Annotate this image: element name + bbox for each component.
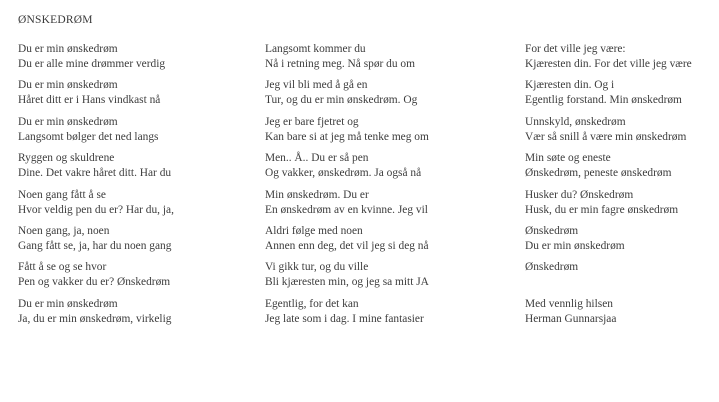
poem-line: Unnskyld, ønskedrøm bbox=[525, 115, 626, 128]
poem-line: Ja, du er min ønskedrøm, virkelig bbox=[18, 312, 172, 325]
poem-stanza bbox=[265, 297, 515, 327]
poem-line: Kjæresten din. For det ville jeg være bbox=[525, 58, 692, 71]
poem-line: Vi gikk tur, og du ville bbox=[265, 261, 369, 274]
poem-line: Men.. Å.. Du er så pen bbox=[265, 152, 369, 165]
poem-line: Annen enn deg, det vil jeg si deg nå bbox=[265, 239, 429, 252]
poem-line: Ønskedrøm, peneste ønskedrøm bbox=[525, 167, 672, 180]
poem-line: Tur, og du er min ønskedrøm. Og bbox=[265, 94, 418, 107]
poem-line: Egentlig forstand. Min ønskedrøm bbox=[525, 94, 682, 107]
poem-line: Nå i retning meg. Nå spør du om bbox=[265, 58, 415, 71]
poem-line: Langsomt kommer du bbox=[265, 43, 366, 55]
poem-line: Dine. Det vakre håret ditt. Har du bbox=[18, 167, 172, 180]
poem-line: Du er min ønskedrøm bbox=[18, 43, 118, 55]
poem-line: Kan bare si at jeg må tenke meg om bbox=[265, 130, 429, 143]
poem-line: Håret ditt er i Hans vindkast nå bbox=[18, 94, 161, 107]
poem-line: Jeg vil bli med å gå en bbox=[265, 79, 368, 92]
poem-line: Med vennlig hilsen bbox=[525, 297, 613, 310]
poem-line: En ønskedrøm av en kvinne. Jeg vil bbox=[265, 203, 428, 216]
poem-line: Husker du? Ønskedrøm bbox=[525, 188, 634, 201]
poem-line: Du er min ønskedrøm bbox=[18, 79, 118, 92]
poem-line: Du er alle mine drømmer verdig bbox=[18, 58, 166, 71]
poem-column-3 bbox=[525, 42, 719, 333]
poem-line: Fått å se og se hvor bbox=[18, 261, 107, 274]
poem-line: Hvor veldig pen du er? Har du, ja, bbox=[18, 203, 174, 216]
poem-line: Jeg er bare fjetret og bbox=[265, 115, 359, 128]
poem-line: Herman Gunnarsjaa bbox=[525, 312, 617, 325]
poem-line: Kjæresten din. Og i bbox=[525, 79, 615, 92]
poem-line: Ønskedrøm bbox=[525, 224, 579, 237]
poem-line: Du er min ønskedrøm bbox=[18, 115, 118, 128]
poem-line: Husk, du er min fagre ønskedrøm bbox=[525, 203, 679, 216]
poem-line: For det ville jeg være: bbox=[525, 43, 626, 55]
poem-stanza bbox=[18, 188, 258, 218]
poem-stanza bbox=[265, 115, 515, 145]
poem-stanza bbox=[265, 151, 515, 181]
poem-stanza bbox=[525, 42, 719, 72]
poem-line: Ryggen og skuldrene bbox=[18, 152, 115, 165]
poem-line: Noen gang fått å se bbox=[18, 188, 106, 201]
poem-stanza bbox=[525, 260, 719, 290]
poem-stanza bbox=[18, 115, 258, 145]
poem-column-1 bbox=[18, 42, 258, 333]
poem-line: Min ønskedrøm. Du er bbox=[265, 188, 369, 201]
poem-stanza bbox=[18, 224, 258, 254]
poem-line: Bli kjæresten min, og jeg sa mitt JA bbox=[265, 276, 429, 289]
poem-line: Aldri følge med noen bbox=[265, 224, 363, 237]
poem-line: Vær så snill å være min ønskedrøm bbox=[525, 130, 687, 143]
poem-stanza bbox=[265, 260, 515, 290]
stanza-spacer bbox=[525, 275, 719, 290]
poem-stanza bbox=[525, 78, 719, 108]
poem-column-2 bbox=[265, 42, 515, 333]
poem-stanza bbox=[18, 297, 258, 327]
poem-line: Du er min ønskedrøm bbox=[18, 297, 118, 310]
poem-stanza bbox=[265, 224, 515, 254]
poem-line: Noen gang, ja, noen bbox=[18, 224, 110, 237]
poem-line: Du er min ønskedrøm bbox=[525, 239, 625, 252]
poem-line: Egentlig, for det kan bbox=[265, 297, 359, 310]
poem-stanza bbox=[265, 78, 515, 108]
poem-stanza bbox=[18, 78, 258, 108]
poem-stanza bbox=[265, 188, 515, 218]
poem-stanza bbox=[525, 297, 719, 327]
poem-stanza bbox=[18, 260, 258, 290]
poem-line: Gang fått se, ja, har du noen gang bbox=[18, 239, 172, 252]
page-title: ØNSKEDRØM bbox=[18, 14, 93, 26]
poem-line: Pen og vakker du er? Ønskedrøm bbox=[18, 276, 171, 289]
poem-stanza bbox=[525, 151, 719, 181]
poem-line: Min søte og eneste bbox=[525, 152, 611, 165]
poem-stanza bbox=[525, 115, 719, 145]
poem-stanza bbox=[18, 42, 258, 72]
poem-stanza bbox=[265, 42, 515, 72]
poem-line: Jeg late som i dag. I mine fantasier bbox=[265, 312, 424, 325]
poem-line: Og vakker, ønskedrøm. Ja også nå bbox=[265, 167, 422, 180]
poem-stanza bbox=[18, 151, 258, 181]
poem-stanza bbox=[525, 188, 719, 218]
poem-stanza bbox=[525, 224, 719, 254]
poem-line: Ønskedrøm bbox=[525, 261, 579, 274]
poem-line: Langsomt bølger det ned langs bbox=[18, 130, 159, 143]
